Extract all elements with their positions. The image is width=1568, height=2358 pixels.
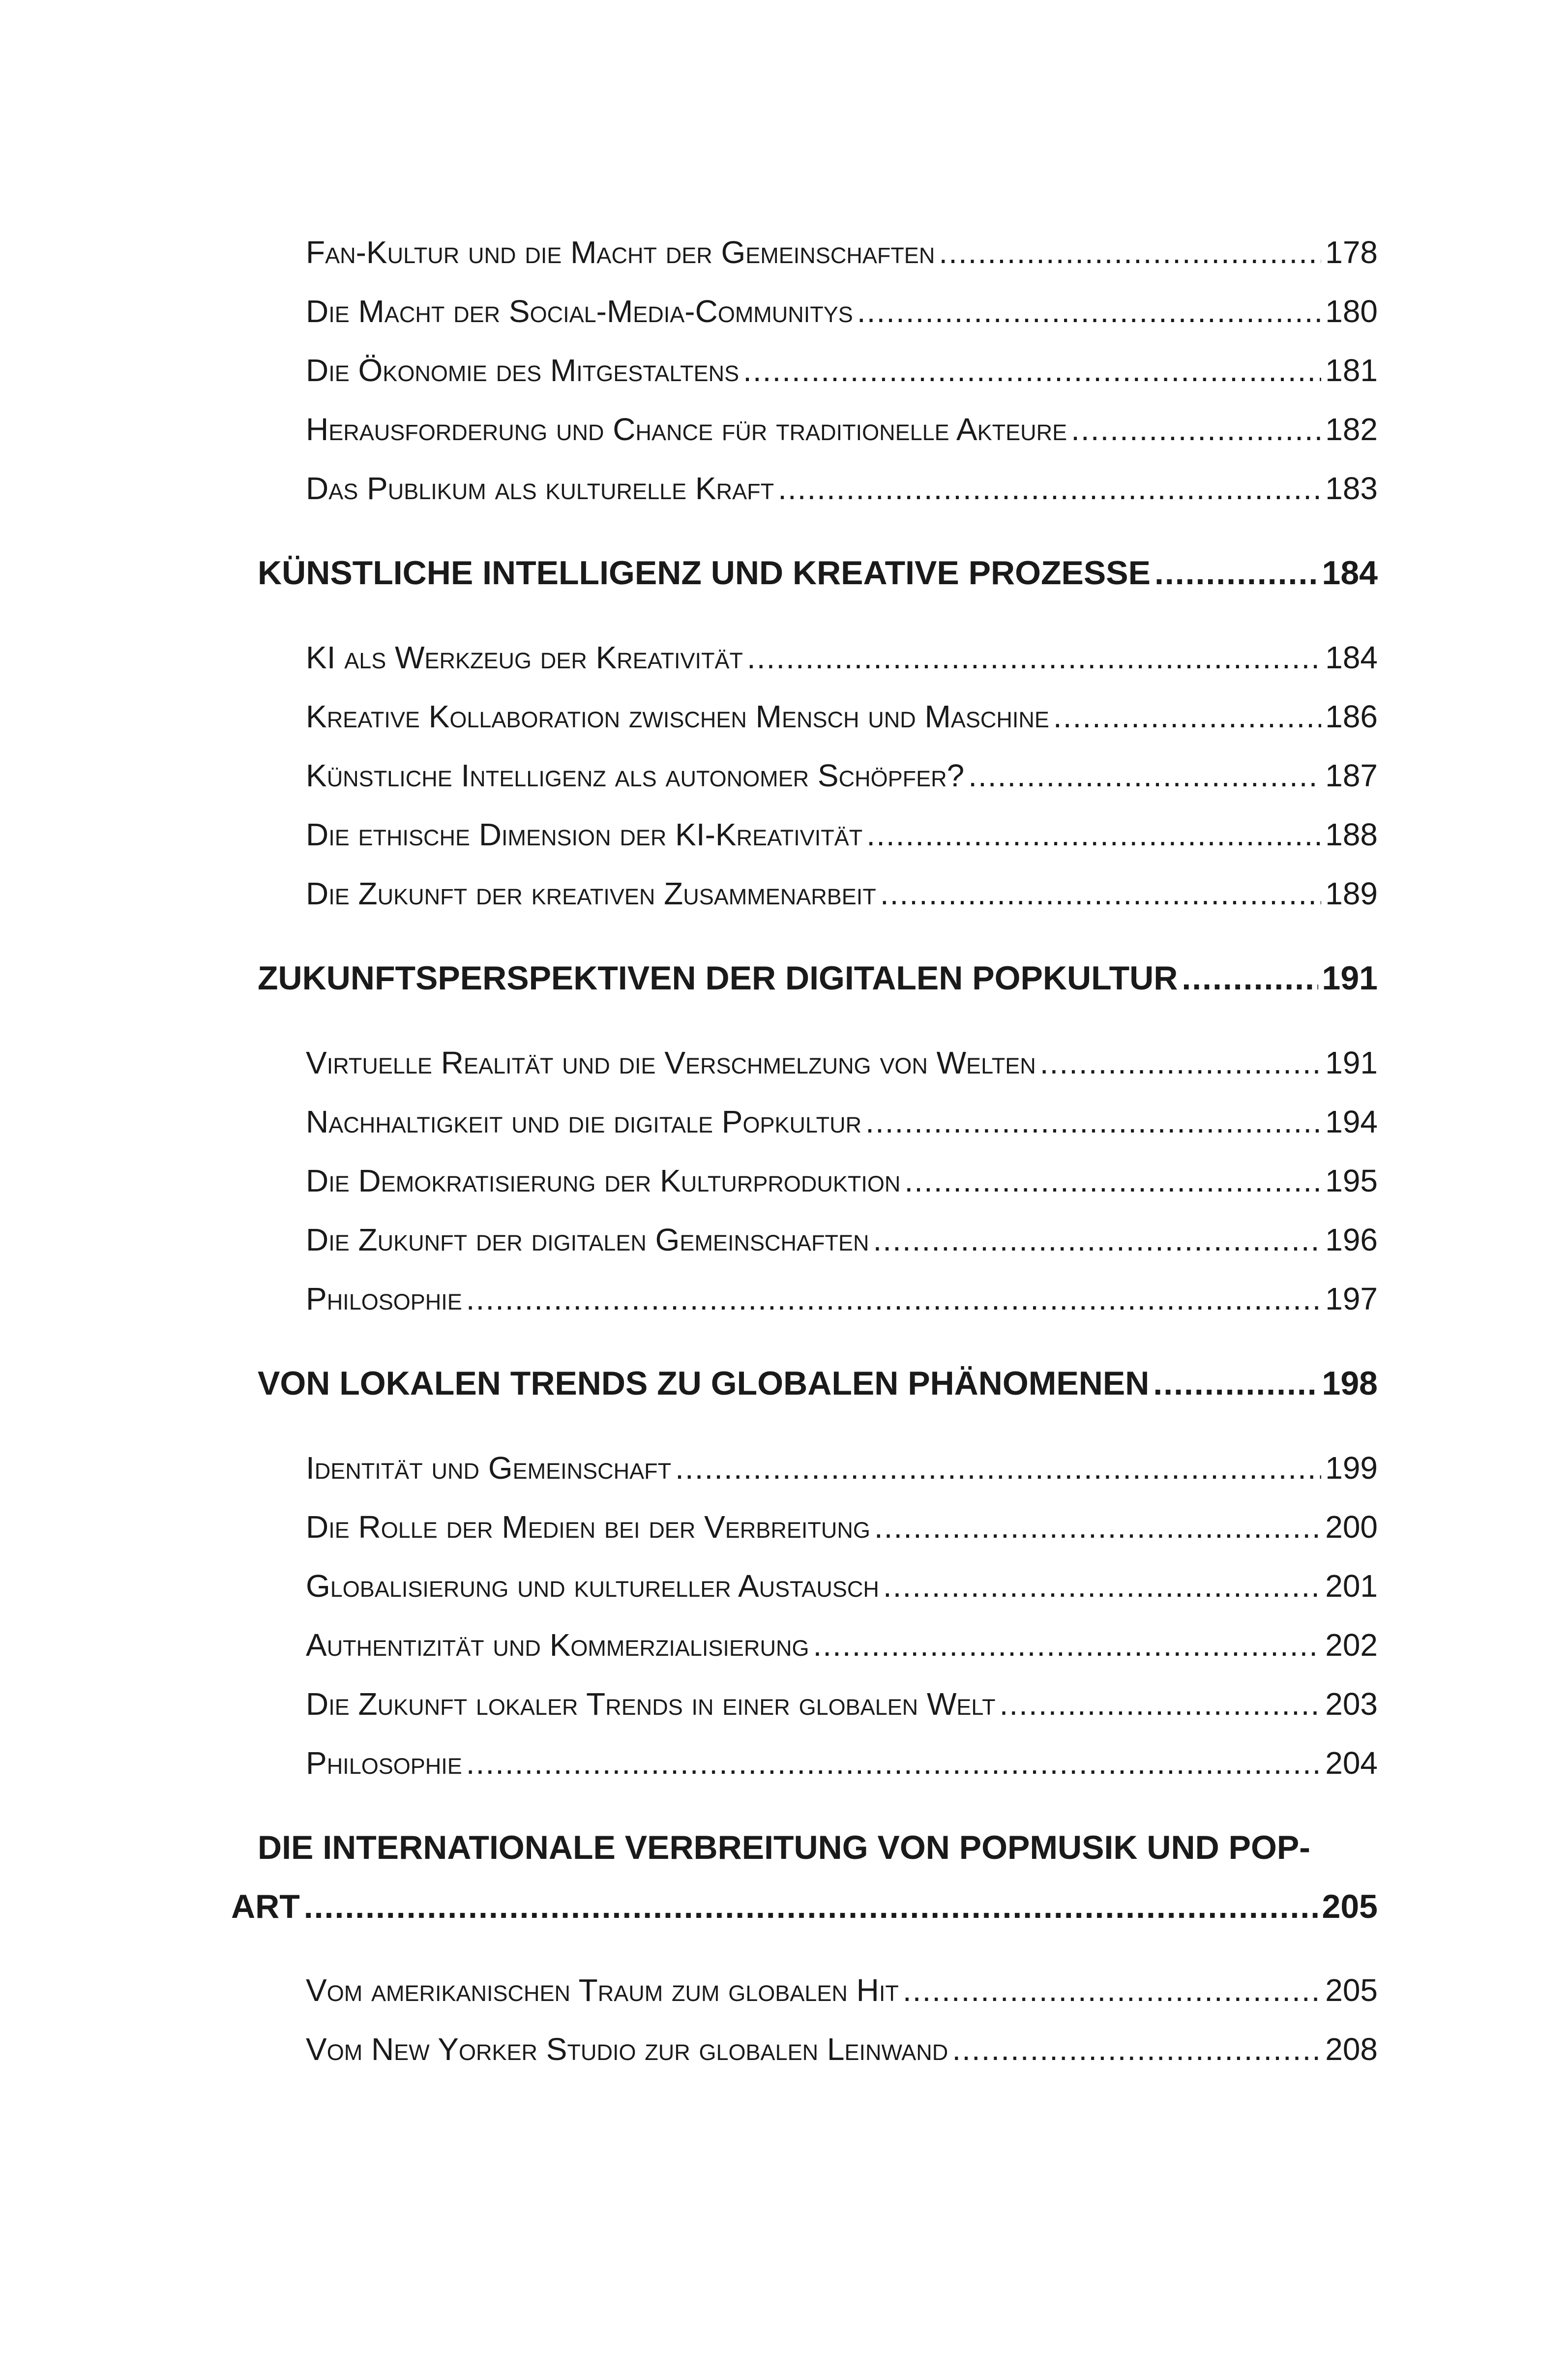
toc-entry (306, 1450, 1378, 1486)
toc-entry (306, 1745, 1378, 1781)
toc-leader-dots (1153, 1364, 1318, 1403)
toc-leader-dots (466, 1281, 1321, 1317)
toc-entry (306, 1627, 1378, 1663)
toc-entry-title: Vom amerikanischen Traum zum globalen Hit (306, 1972, 899, 2008)
toc-entry (306, 1568, 1378, 1604)
toc-entry-page: 197 (1325, 1281, 1378, 1316)
toc-entry-title: Nachhaltigkeit und die digitale Popkultur (306, 1104, 862, 1139)
toc-chapter-title: VON LOKALEN TRENDS ZU GLOBALEN PHÄNOMENEN (258, 1365, 1150, 1402)
toc-chapter (258, 1364, 1378, 1403)
toc-entry (306, 639, 1378, 676)
toc-leader-dots (1053, 698, 1321, 735)
toc-entry-page: 199 (1325, 1450, 1378, 1486)
toc-entry-title: Künstliche Intelligenz als autonomer Schöpfer? (306, 758, 965, 793)
toc-chapter-title-line1: DIE INTERNATIONALE VERBREITUNG VON POPMUSIK UND POP- (258, 1829, 1310, 1866)
toc-entry-page: 195 (1325, 1163, 1378, 1198)
toc-leader-dots (304, 1887, 1318, 1926)
toc-leader-dots (743, 352, 1321, 388)
toc-chapter (258, 959, 1378, 997)
toc-entry-title: Die Ökonomie des Mitgestaltens (306, 353, 740, 388)
toc-entry-page: 202 (1325, 1627, 1378, 1663)
toc-entry-title: Fan-Kultur und die Macht der Gemeinschaften (306, 235, 935, 270)
toc-entry-page: 183 (1325, 471, 1378, 506)
toc-entry-title: Kreative Kollaboration zwischen Mensch und Maschine (306, 699, 1049, 734)
toc-entry-title: KI als Werkzeug der Kreativität (306, 640, 743, 675)
toc-entry-page: 208 (1325, 2031, 1378, 2067)
toc-chapter-page: 191 (1322, 959, 1378, 997)
toc-entry (306, 2031, 1378, 2067)
toc-chapter-page: 198 (1322, 1365, 1378, 1402)
toc-entry (306, 1281, 1378, 1317)
toc-entry-title: Philosophie (306, 1745, 462, 1781)
toc-entry-title: Authentizität und Kommerzialisierung (306, 1627, 809, 1663)
toc-entry (306, 470, 1378, 507)
toc-leader-dots (939, 234, 1321, 270)
toc-leader-dots (883, 1568, 1321, 1604)
toc-entry (306, 293, 1378, 329)
toc-entry-page: 184 (1325, 640, 1378, 675)
toc-entry-title: Die Demokratisierung der Kulturproduktion (306, 1163, 901, 1198)
toc-entry-page: 187 (1325, 758, 1378, 793)
toc-entry-page: 200 (1325, 1509, 1378, 1545)
toc-entry-page: 204 (1325, 1745, 1378, 1781)
toc-entry-title: Die Zukunft der kreativen Zusammenarbeit (306, 876, 876, 911)
toc-entry-title: Die Rolle der Medien bei der Verbreitung (306, 1509, 870, 1545)
toc-entry-page: 186 (1325, 699, 1378, 734)
toc-entry-title: Philosophie (306, 1281, 462, 1316)
toc-entry (306, 352, 1378, 388)
toc-leader-dots (813, 1627, 1321, 1663)
toc-entry (306, 698, 1378, 735)
toc-chapter-title: ZUKUNFTSPERSPEKTIVEN DER DIGITALEN POPKULTUR (258, 959, 1178, 997)
toc-leader-dots (747, 639, 1321, 676)
toc-leader-dots (952, 2031, 1321, 2067)
toc-entry-page: 201 (1325, 1568, 1378, 1604)
toc-entry-page: 203 (1325, 1686, 1378, 1722)
toc-entry-title: Identität und Gemeinschaft (306, 1450, 672, 1486)
toc-leader-dots (903, 1972, 1321, 2008)
toc-entry-page: 189 (1325, 876, 1378, 911)
toc-entry-title: Vom New Yorker Studio zur globalen Leinwand (306, 2031, 948, 2067)
toc-leader-dots (904, 1163, 1321, 1199)
toc-entry-page: 178 (1325, 235, 1378, 270)
toc-entry (306, 1222, 1378, 1258)
toc-entry-page: 182 (1325, 412, 1378, 447)
toc-entry-title: Die Zukunft lokaler Trends in einer globalen Welt (306, 1686, 996, 1722)
toc-leader-dots (1071, 411, 1321, 448)
toc-leader-dots (1000, 1686, 1322, 1722)
toc-entry (306, 411, 1378, 448)
toc-chapter-title-line2: ART (231, 1888, 300, 1925)
toc-entry-page: 188 (1325, 817, 1378, 852)
toc-entry (306, 1163, 1378, 1199)
toc-leader-dots (1154, 554, 1318, 592)
toc-entry-page: 191 (1325, 1045, 1378, 1080)
toc-entry (306, 1509, 1378, 1545)
toc-entry-title: Virtuelle Realität und die Verschmelzung von Welten (306, 1045, 1036, 1080)
toc-entry (306, 757, 1378, 794)
toc-entry-title: Globalisierung und kultureller Austausch (306, 1568, 879, 1604)
toc-entry-title: Herausforderung und Chance für traditionelle Akteure (306, 412, 1067, 447)
toc-entry-title: Die ethische Dimension der KI-Kreativität (306, 817, 863, 852)
toc-chapter (258, 554, 1378, 592)
toc-leader-dots (857, 293, 1321, 329)
toc-chapter (231, 1887, 1378, 1926)
toc-entry-page: 180 (1325, 294, 1378, 329)
toc-leader-dots (778, 470, 1321, 507)
toc-entry-title: Die Zukunft der digitalen Gemeinschaften (306, 1222, 869, 1257)
toc-entry (306, 1972, 1378, 2008)
toc-leader-dots (968, 757, 1321, 794)
toc-chapter-page: 205 (1322, 1888, 1378, 1925)
toc-leader-dots (1040, 1045, 1321, 1081)
toc-entry-page: 196 (1325, 1222, 1378, 1257)
toc-leader-dots (675, 1450, 1321, 1486)
toc-entry (306, 816, 1378, 853)
toc-leader-dots (865, 1104, 1321, 1140)
toc-leader-dots (466, 1745, 1321, 1781)
toc-leader-dots (880, 875, 1321, 912)
toc-entry (306, 875, 1378, 912)
toc-entry (306, 1045, 1378, 1081)
toc-leader-dots (866, 816, 1321, 853)
toc-entry-page: 181 (1325, 353, 1378, 388)
toc-chapter-title: KÜNSTLICHE INTELLIGENZ UND KREATIVE PROZESSE (258, 554, 1151, 592)
toc-entry-page: 205 (1325, 1972, 1378, 2008)
toc-leader-dots (874, 1509, 1321, 1545)
toc-chapter-page: 184 (1322, 554, 1378, 592)
toc-leader-dots (873, 1222, 1321, 1258)
toc-entry-page: 194 (1325, 1104, 1378, 1139)
toc-entry (306, 1104, 1378, 1140)
toc-entry (306, 234, 1378, 270)
toc-leader-dots (1182, 959, 1318, 997)
toc-entry (306, 1686, 1378, 1722)
toc-entry-title: Die Macht der Social-Media-Communitys (306, 294, 853, 329)
toc-entry-title: Das Publikum als kulturelle Kraft (306, 471, 774, 506)
